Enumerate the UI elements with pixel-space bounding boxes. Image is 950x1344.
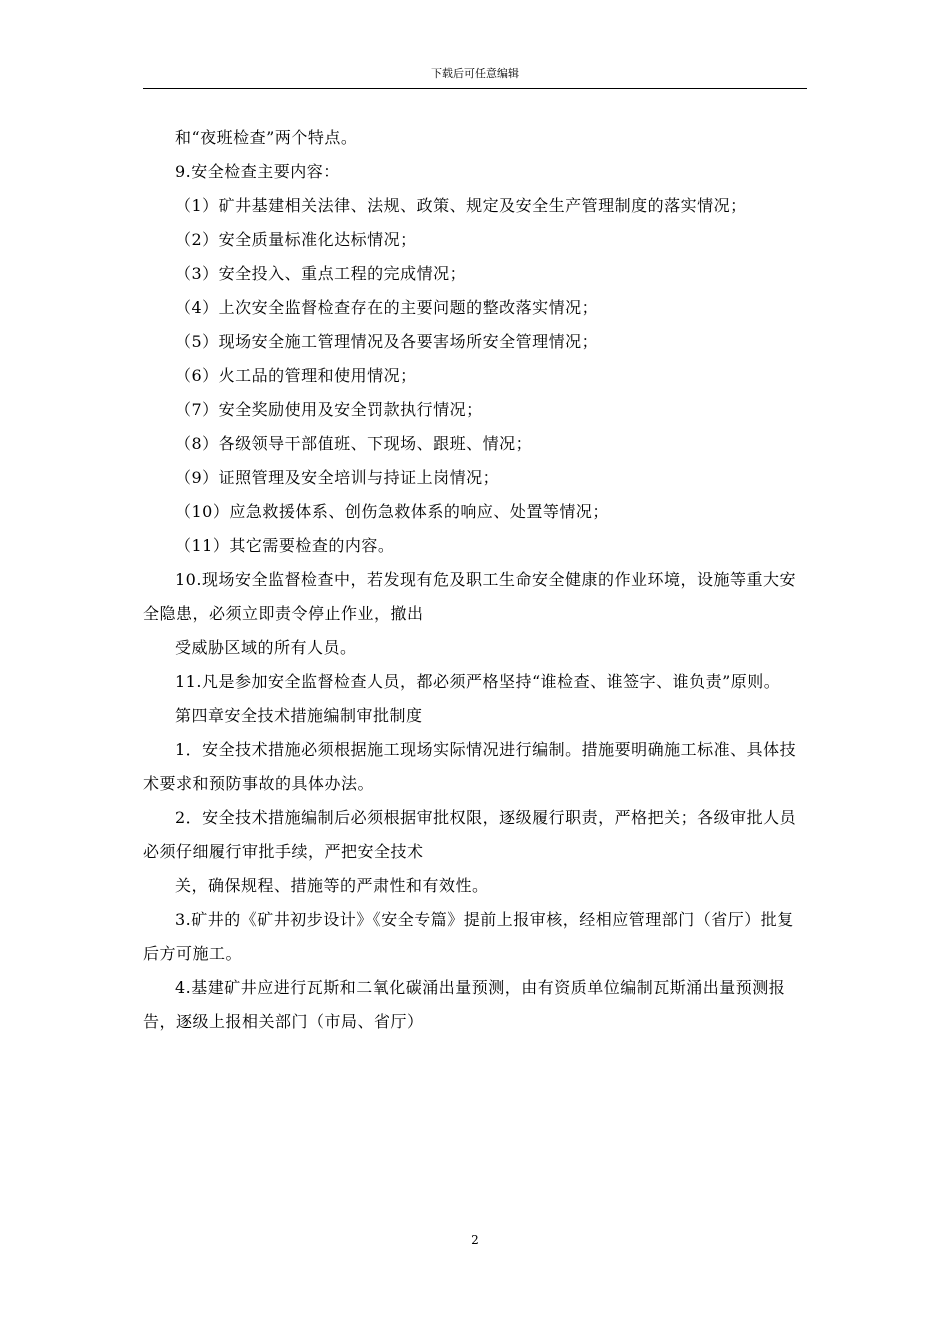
list-item: （4）上次安全监督检查存在的主要问题的整改落实情况；	[175, 298, 599, 317]
chapter-heading: 第四章安全技术措施编制审批制度	[175, 706, 423, 725]
list-item: （6）火工品的管理和使用情况；	[175, 366, 417, 385]
paragraph: 受威胁区域的所有人员。	[175, 638, 357, 657]
paragraph: 9.安全检查主要内容：	[175, 162, 340, 181]
page-number: 2	[471, 1233, 479, 1247]
list-item: （10）应急救援体系、创伤急救体系的响应、处置等情况；	[175, 502, 609, 521]
paragraph: 关，确保规程、措施等的严肃性和有效性。	[175, 876, 489, 895]
document-body	[143, 121, 807, 1039]
paragraph: 和“夜班检查”两个特点。	[175, 128, 358, 147]
paragraph: 3.矿井的《矿井初步设计》《安全专篇》提前上报审核，经相应管理部门（省厅）批复后方可施工。	[143, 910, 794, 963]
list-item: （8）各级领导干部值班、下现场、跟班、情况；	[175, 434, 533, 453]
list-item: （11）其它需要检查的内容。	[175, 536, 395, 555]
header-rule	[143, 88, 807, 89]
paragraph: 10.现场安全监督检查中，若发现有危及职工生命安全健康的作业环境，设施等重大安全隐患，必须立即责令停止作业，撤出	[143, 570, 796, 623]
paragraph: 2．安全技术措施编制后必须根据审批权限，逐级履行职责，严格把关；各级审批人员必须仔细履行审批手续，严把安全技术	[143, 808, 797, 861]
list-item: （2）安全质量标准化达标情况；	[175, 230, 417, 249]
list-item: （3）安全投入、重点工程的完成情况；	[175, 264, 467, 283]
list-item: （1）矿井基建相关法律、法规、政策、规定及安全生产管理制度的落实情况；	[175, 196, 747, 215]
list-item: （5）现场安全施工管理情况及各要害场所安全管理情况；	[175, 332, 599, 351]
list-item: （7）安全奖励使用及安全罚款执行情况；	[175, 400, 483, 419]
list-item: （9）证照管理及安全培训与持证上岗情况；	[175, 468, 500, 487]
paragraph: 1．安全技术措施必须根据施工现场实际情况进行编制。措施要明确施工标准、具体技术要求和预防事故的具体办法。	[143, 740, 797, 793]
paragraph: 11.凡是参加安全监督检查人员，都必须严格坚持“谁检查、谁签字、谁负责”原则。	[175, 672, 781, 691]
page-header: 下载后可任意编辑	[431, 67, 519, 80]
paragraph: 4.基建矿井应进行瓦斯和二氧化碳涌出量预测，由有资质单位编制瓦斯涌出量预测报告，逐级上报相关部门（市局、省厅）	[143, 978, 786, 1031]
